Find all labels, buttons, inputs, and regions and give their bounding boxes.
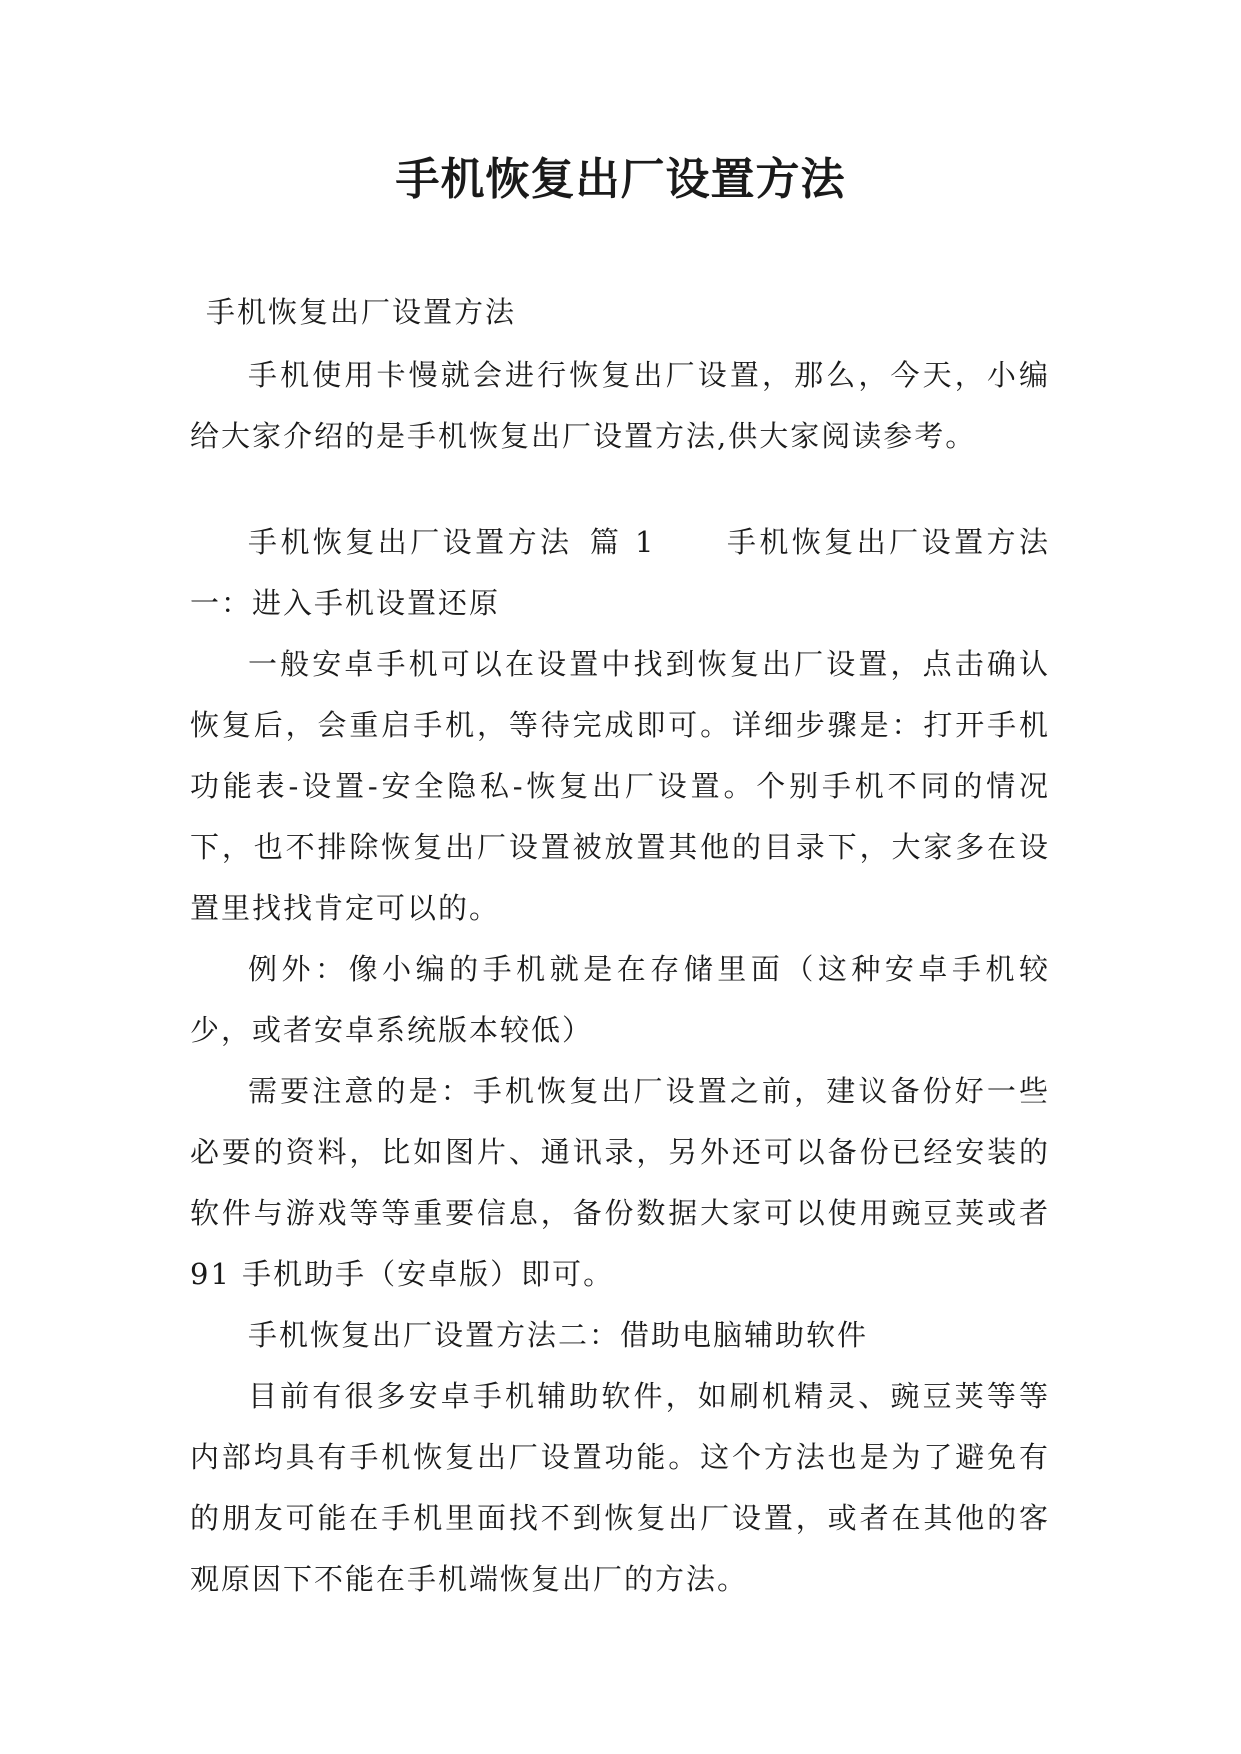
document-title: 手机恢复出厂设置方法 [395, 154, 846, 205]
section-label: 篇 1 [588, 525, 656, 559]
document-subtitle: 手机恢复出厂设置方法 [206, 295, 517, 329]
body-block [190, 512, 1050, 1610]
section-heading: 手机恢复出厂设置方法 [248, 525, 573, 559]
intro-paragraph: 手机使用卡慢就会进行恢复出厂设置，那么，今天，小编给大家介绍的是手机恢复出厂设置方法,供大家阅读参考。 [190, 358, 1050, 453]
method-one-title: 手机恢复出厂设置方法一：进入手机设置还原 [190, 525, 1050, 620]
paragraph-steps: 一般安卓手机可以在设置中找到恢复出厂设置，点击确认恢复后，会重启手机，等待完成即可。详细步骤是：打开手机功能表-设置-安全隐私-恢复出厂设置。个别手机不同的情况下，也不排除恢复出厂设置被放置其他的目录下，大家多在设置里找找肯定可以的。 [190, 647, 1050, 925]
method-two-title: 手机恢复出厂设置方法二：借助电脑辅助软件 [248, 1318, 869, 1352]
paragraph-software: 目前有很多安卓手机辅助软件，如刷机精灵、豌豆荚等等内部均具有手机恢复出厂设置功能。这个方法也是为了避免有的朋友可能在手机里面找不到恢复出厂设置，或者在其他的客观原因下不能在手机端恢复出厂的方法。 [190, 1379, 1050, 1596]
section-heading-paragraph [190, 512, 1050, 634]
paragraph-backup-note: 需要注意的是：手机恢复出厂设置之前，建议备份好一些必要的资料，比如图片、通讯录，另外还可以备份已经安装的软件与游戏等等重要信息，备份数据大家可以使用豌豆荚或者 91 手机助手（安卓版）即可。 [190, 1074, 1050, 1291]
intro-block [190, 345, 1050, 467]
paragraph-exception: 例外：像小编的手机就是在存储里面（这种安卓手机较少，或者安卓系统版本较低） [190, 952, 1050, 1047]
